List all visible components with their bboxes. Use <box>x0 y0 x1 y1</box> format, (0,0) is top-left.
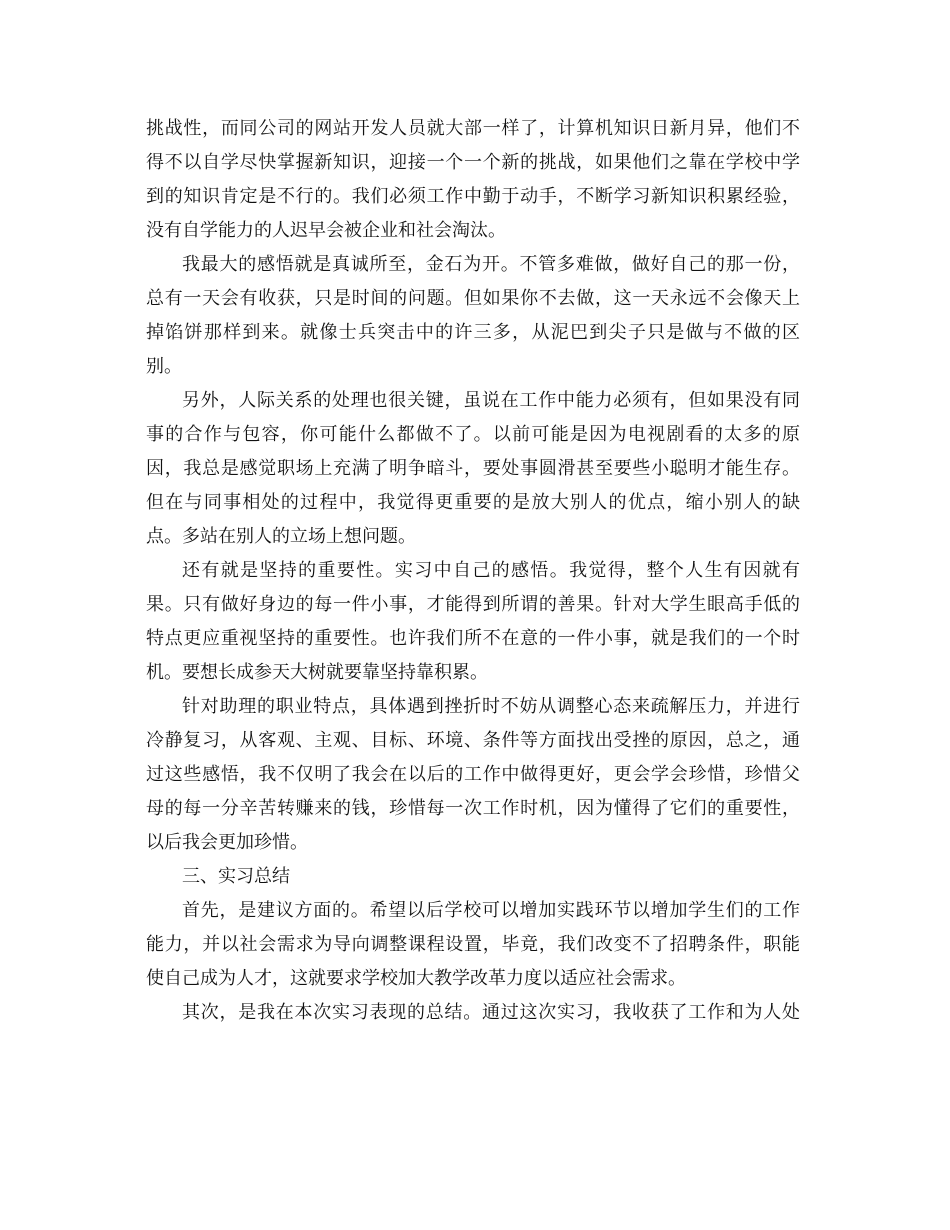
text-line: 掉馅饼那样到来。就像士兵突击中的许三多，从泥巴到尖子只是做与不做的区 <box>146 322 800 343</box>
text-line: 别。 <box>146 356 182 377</box>
text-line: 特点更应重视坚持的重要性。也许我们所不在意的一件小事，就是我们的一个时 <box>146 628 800 649</box>
heading-text: 三、实习总结 <box>182 866 290 887</box>
text-line: 能力，并以社会需求为导向调整课程设置，毕竟，我们改变不了招聘条件，职能 <box>146 934 800 955</box>
text-line: 还有就是坚持的重要性。实习中自己的感悟。我觉得，整个人生有因就有 <box>182 560 800 581</box>
text-line: 以后我会更加珍惜。 <box>146 832 308 853</box>
text-line: 针对助理的职业特点，具体遇到挫折时不妨从调整心态来疏解压力，并进行 <box>182 696 800 717</box>
document-body <box>146 112 800 1030</box>
text-line: 但在与同事相处的过程中，我觉得更重要的是放大别人的优点，缩小别人的缺 <box>146 492 800 513</box>
text-line: 另外，人际关系的处理也很关键，虽说在工作中能力必须有，但如果没有同 <box>182 390 800 411</box>
paragraph <box>146 248 800 384</box>
paragraph <box>146 554 800 690</box>
paragraph <box>146 112 800 248</box>
text-line: 首先，是建议方面的。希望以后学校可以增加实践环节以增加学生们的工作 <box>182 900 800 921</box>
text-line: 其次，是我在本次实习表现的总结。通过这次实习，我收获了工作和为人处 <box>182 1002 800 1023</box>
text-line: 事的合作与包容，你可能什么都做不了。以前可能是因为电视剧看的太多的原 <box>146 424 800 445</box>
text-line: 到的知识肯定是不行的。我们必须工作中勤于动手，不断学习新知识积累经验， <box>146 186 800 207</box>
text-line: 母的每一分辛苦转赚来的钱，珍惜每一次工作时机，因为懂得了它们的重要性， <box>146 798 800 819</box>
text-line: 冷静复习，从客观、主观、目标、环境、条件等方面找出受挫的原因，总之，通 <box>146 730 800 751</box>
text-line: 因，我总是感觉职场上充满了明争暗斗，要处事圆滑甚至要些小聪明才能生存。 <box>146 458 800 479</box>
text-line: 总有一天会有收获，只是时间的问题。但如果你不去做，这一天永远不会像天上 <box>146 288 800 309</box>
text-line: 挑战性，而同公司的网站开发人员就大部一样了，计算机知识日新月异，他们不 <box>146 118 800 139</box>
paragraph <box>146 690 800 860</box>
text-line: 果。只有做好身边的每一件小事，才能得到所谓的善果。针对大学生眼高手低的 <box>146 594 800 615</box>
text-line: 得不以自学尽快掌握新知识，迎接一个一个新的挑战，如果他们之靠在学校中学 <box>146 152 800 173</box>
text-line: 我最大的感悟就是真诚所至，金石为开。不管多难做，做好自己的那一份， <box>182 254 800 275</box>
paragraph <box>146 384 800 554</box>
section-heading <box>146 860 800 894</box>
paragraph <box>146 894 800 996</box>
paragraph <box>146 996 800 1030</box>
text-line: 没有自学能力的人迟早会被企业和社会淘汰。 <box>146 220 506 241</box>
text-line: 机。要想长成参天大树就要靠坚持靠积累。 <box>146 662 488 683</box>
text-line: 点。多站在别人的立场上想问题。 <box>146 526 416 547</box>
text-line: 过这些感悟，我不仅明了我会在以后的工作中做得更好，更会学会珍惜，珍惜父 <box>146 764 800 785</box>
text-line: 使自己成为人才，这就要求学校加大教学改革力度以适应社会需求。 <box>146 968 686 989</box>
